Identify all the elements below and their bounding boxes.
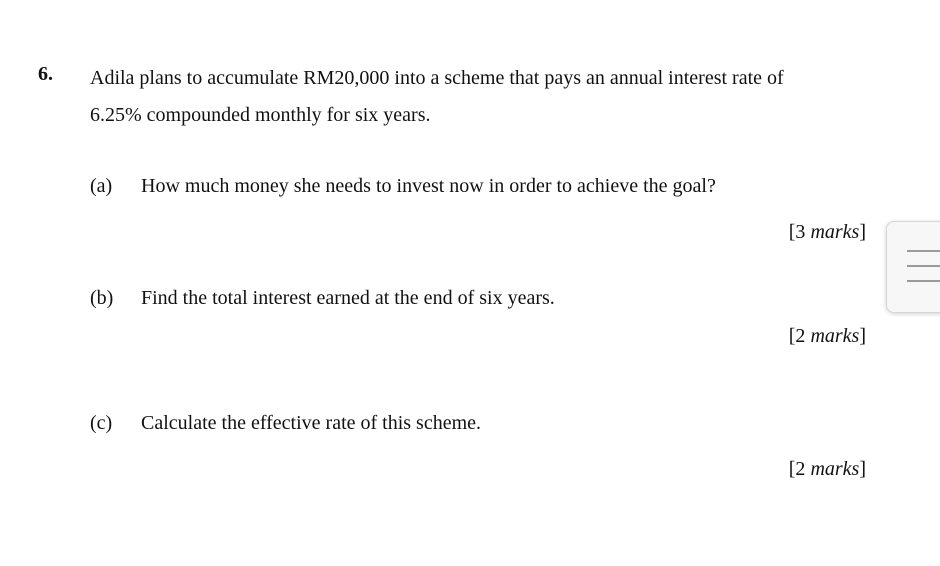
side-panel-handle[interactable] (886, 221, 940, 313)
part-b-marks (789, 322, 866, 350)
part-a-marks-close: ] (859, 221, 866, 243)
part-b-marks-word: marks (810, 325, 860, 347)
question-stem-line-2: 6.25% compounded monthly for six years. (90, 104, 431, 126)
part-c-marks (789, 455, 866, 483)
part-c-marks-close: ] (859, 458, 866, 480)
question-stem (90, 60, 870, 134)
question-number: 6. (38, 63, 53, 85)
part-b-letter: (b) (90, 287, 114, 309)
part-c-marks-word: marks (810, 458, 860, 480)
part-a-marks (789, 218, 866, 246)
part-b (90, 284, 555, 312)
menu-lines-icon-bar (907, 265, 940, 267)
part-a-marks-open: [3 (788, 221, 811, 243)
question-stem-line-1: Adila plans to accumulate RM20,000 into a scheme that pays an annual interest rate of (90, 67, 784, 89)
menu-lines-icon (907, 250, 940, 252)
part-c (90, 409, 481, 437)
part-b-marks-close: ] (859, 325, 866, 347)
part-b-text: Find the total interest earned at the end of six years. (141, 287, 555, 309)
part-a-text: How much money she needs to invest now in order to achieve the goal? (141, 175, 716, 197)
part-a-marks-word: marks (810, 221, 860, 243)
part-b-marks-open: [2 (788, 325, 811, 347)
part-a (90, 172, 716, 200)
part-a-letter: (a) (90, 175, 113, 197)
menu-lines-icon-bar (907, 280, 940, 282)
part-c-marks-open: [2 (788, 458, 811, 480)
part-c-letter: (c) (90, 412, 113, 434)
part-c-text: Calculate the effective rate of this scheme. (141, 412, 482, 434)
